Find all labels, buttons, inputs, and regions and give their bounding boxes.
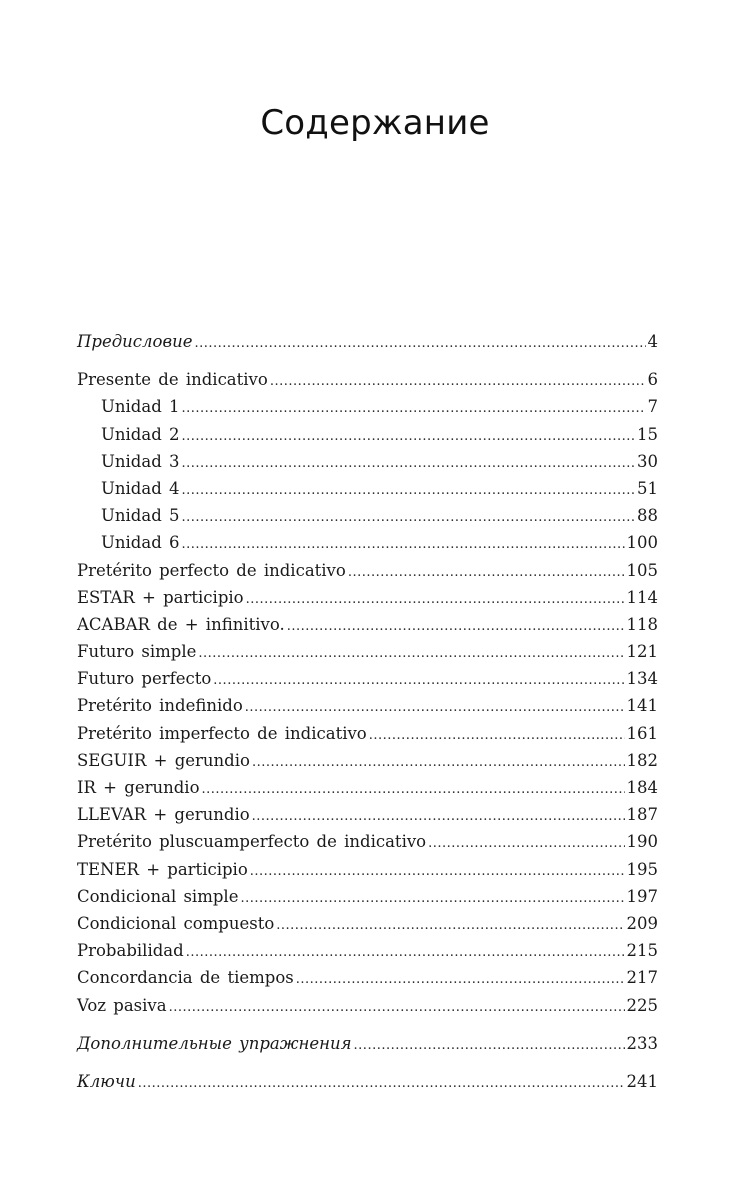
toc-entry-concordancia[interactable] xyxy=(77,964,658,991)
dot-leader xyxy=(202,776,625,803)
toc-entry-label: Unidad 4 xyxy=(101,478,180,498)
dot-leader xyxy=(369,722,625,749)
dot-leader xyxy=(246,586,625,613)
toc-entry-condicional-simple[interactable] xyxy=(77,883,658,910)
dot-leader xyxy=(194,330,645,357)
toc-entry-label: Unidad 6 xyxy=(101,533,180,553)
toc-page-number: 187 xyxy=(626,805,658,825)
dot-leader xyxy=(276,912,624,939)
dot-leader xyxy=(252,803,625,830)
toc-entry-estar-participio[interactable] xyxy=(77,584,658,611)
toc-page-number: 161 xyxy=(626,723,658,743)
toc-page-number: 118 xyxy=(626,614,658,634)
toc-entry-label: Futuro simple xyxy=(77,642,197,662)
toc-entry-futuro-simple[interactable] xyxy=(77,638,658,665)
toc-entry-label: Condicional simple xyxy=(77,886,239,906)
toc-page-number: 134 xyxy=(626,669,658,689)
toc-entry-ir-gerundio[interactable] xyxy=(77,774,658,801)
toc-page-number: 100 xyxy=(626,533,658,553)
toc-entry-label: Voz pasiva xyxy=(77,995,167,1015)
dot-leader xyxy=(245,694,625,721)
toc-entry-futuro-perfecto[interactable] xyxy=(77,665,658,692)
toc-entry-unidad-4[interactable] xyxy=(77,475,658,502)
dot-leader xyxy=(270,368,646,395)
dot-leader xyxy=(354,1032,625,1059)
toc-entry-label: IR + gerundio xyxy=(77,778,200,797)
toc-entry-label: Unidad 2 xyxy=(101,424,180,444)
dot-leader xyxy=(252,749,625,776)
toc-entry-preterito-indefinido[interactable] xyxy=(77,692,658,719)
table-of-contents xyxy=(77,328,658,1095)
toc-page-number: 141 xyxy=(626,696,658,716)
toc-entry-label: LLEVAR + gerundio xyxy=(77,805,250,825)
toc-page-number: 114 xyxy=(626,587,658,607)
dot-leader xyxy=(213,667,624,694)
toc-page-number: 6 xyxy=(647,370,658,390)
toc-page-number: 215 xyxy=(626,941,658,961)
toc-page-number: 30 xyxy=(637,451,658,471)
toc-entry-label: Unidad 1 xyxy=(101,397,180,417)
dot-leader xyxy=(240,885,624,912)
toc-page-number: 182 xyxy=(626,750,658,770)
toc-entry-preterito-imperfecto[interactable] xyxy=(77,720,658,747)
toc-page-number: 209 xyxy=(626,913,658,933)
toc-page-number: 88 xyxy=(637,506,658,526)
dot-leader xyxy=(182,477,635,504)
toc-entry-tener-participio[interactable] xyxy=(77,856,658,883)
dot-leader xyxy=(182,423,635,450)
toc-page-number: 7 xyxy=(647,397,658,417)
dot-leader xyxy=(182,395,646,422)
dot-leader xyxy=(182,531,625,558)
dot-leader xyxy=(198,640,624,667)
toc-entry-label: Concordancia de tiempos xyxy=(77,968,294,988)
toc-page-number: 105 xyxy=(626,560,658,580)
toc-entry-label: Дополнительные упражнения xyxy=(77,1033,352,1053)
toc-entry-label: Unidad 3 xyxy=(101,451,180,471)
dot-leader xyxy=(348,559,625,586)
toc-entry-label: TENER + participio xyxy=(77,859,248,879)
toc-page-number: 225 xyxy=(626,995,658,1015)
toc-entry-acabar-infinitivo[interactable] xyxy=(77,611,658,638)
toc-entry-label: Ключи xyxy=(77,1071,136,1091)
toc-page-number: 4 xyxy=(647,332,658,351)
toc-entry-label: Pretérito pluscuamperfecto de indicativo xyxy=(77,832,427,852)
toc-entry-unidad-6[interactable] xyxy=(77,529,658,556)
toc-page-number: 195 xyxy=(626,859,658,879)
toc-entry-unidad-1[interactable] xyxy=(77,393,658,420)
toc-entry-label: SEGUIR + gerundio xyxy=(77,750,250,770)
toc-entry-label: Pretérito imperfecto de indicativo xyxy=(77,723,367,743)
toc-entry-foreword[interactable] xyxy=(77,328,658,355)
dot-leader xyxy=(186,939,625,966)
toc-page-number: 15 xyxy=(637,424,658,444)
toc-page-number: 241 xyxy=(626,1071,658,1091)
toc-entry-probabilidad[interactable] xyxy=(77,937,658,964)
toc-entry-keys[interactable] xyxy=(77,1068,658,1095)
toc-entry-label: Probabilidad xyxy=(77,941,184,961)
toc-entry-extra-exercises[interactable] xyxy=(77,1030,658,1057)
toc-page-number: 197 xyxy=(626,886,658,906)
toc-entry-label: ESTAR + participio xyxy=(77,587,244,607)
toc-page-number: 121 xyxy=(626,642,658,662)
toc-entry-seguir-gerundio[interactable] xyxy=(77,747,658,774)
toc-entry-pluscuamperfecto[interactable] xyxy=(77,828,658,855)
toc-page-number: 233 xyxy=(626,1033,658,1053)
toc-entry-label: Unidad 5 xyxy=(101,506,180,526)
dot-leader xyxy=(296,966,625,993)
toc-entry-label: Pretérito perfecto de indicativo xyxy=(77,560,346,580)
toc-entry-voz-pasiva[interactable] xyxy=(77,992,658,1019)
toc-entry-unidad-3[interactable] xyxy=(77,448,658,475)
toc-page-number: 217 xyxy=(626,968,658,988)
toc-entry-label: Presente de indicativo xyxy=(77,370,268,390)
toc-page-number: 190 xyxy=(626,832,658,852)
toc-entry-unidad-5[interactable] xyxy=(77,502,658,529)
toc-entry-presente[interactable] xyxy=(77,366,658,393)
toc-page-number: 51 xyxy=(637,478,658,498)
dot-leader xyxy=(182,450,635,477)
toc-entry-llevar-gerundio[interactable] xyxy=(77,801,658,828)
dot-leader xyxy=(428,830,624,857)
dot-leader xyxy=(182,504,635,531)
toc-entry-label: Condicional compuesto xyxy=(77,913,275,933)
toc-entry-preterito-perfecto[interactable] xyxy=(77,557,658,584)
toc-entry-label: Futuro perfecto xyxy=(77,669,212,689)
dot-leader xyxy=(287,613,625,640)
page-title: Содержание xyxy=(260,102,490,143)
toc-entry-condicional-compuesto[interactable] xyxy=(77,910,658,937)
dot-leader xyxy=(250,858,625,885)
toc-entry-label: Предисловие xyxy=(77,332,193,351)
toc-entry-label: Pretérito indefinido xyxy=(77,696,243,716)
dot-leader xyxy=(169,994,625,1021)
toc-entry-unidad-2[interactable] xyxy=(77,421,658,448)
toc-entry-label: ACABAR de + infinitivo. xyxy=(77,614,285,634)
dot-leader xyxy=(138,1070,625,1097)
toc-page-number: 184 xyxy=(626,778,658,797)
